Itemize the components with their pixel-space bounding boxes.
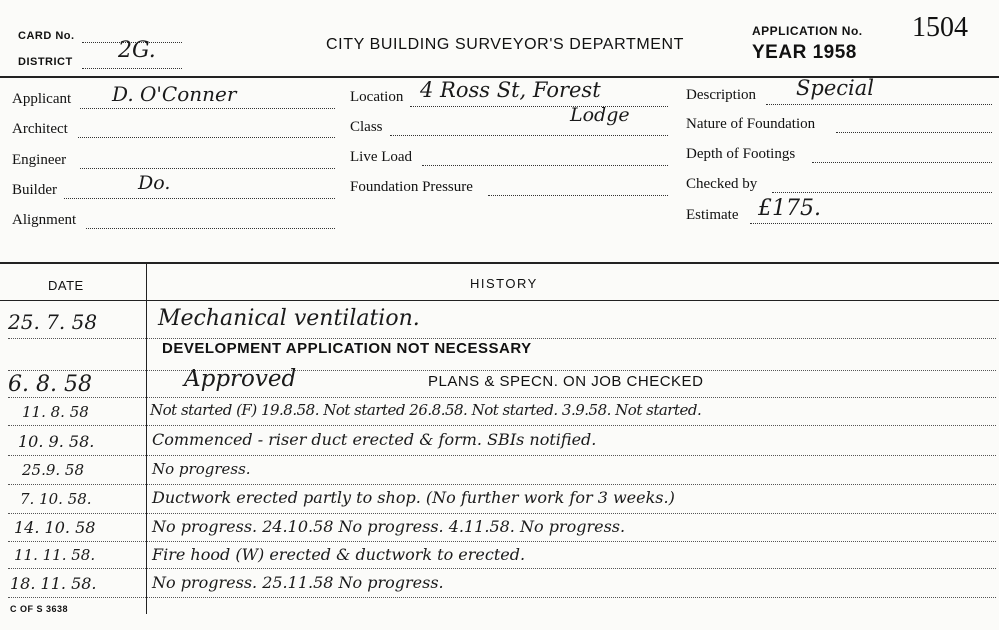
development-application-stamp: DEVELOPMENT APPLICATION NOT NECESSARY (162, 340, 532, 357)
builder-line (64, 198, 335, 199)
class-line (390, 135, 668, 136)
applicant-line (80, 108, 335, 109)
history-row-line (8, 541, 996, 542)
department-title: CITY BUILDING SURVEYOR'S DEPARTMENT (326, 36, 685, 53)
district-line (82, 68, 182, 69)
date-column-header: DATE (48, 278, 84, 293)
history-row-date: 11. 8. 58 (22, 403, 89, 421)
location-value-line2: Lodge (570, 104, 630, 126)
history-top-rule (0, 262, 999, 264)
estimate-line (750, 223, 992, 224)
card-no-label: CARD No. (18, 30, 75, 42)
foundation-pressure-label: Foundation Pressure (350, 179, 473, 195)
applicant-label: Applicant (12, 91, 72, 107)
form-code: C OF S 3638 (10, 604, 69, 614)
district-value: 2G. (118, 38, 156, 63)
estimate-value: £175. (758, 196, 821, 221)
history-row-line (8, 455, 996, 456)
live-load-line (422, 165, 668, 166)
history-row-date: 7. 10. 58. (20, 490, 92, 508)
history-column-header: HISTORY (470, 276, 538, 291)
live-load-label: Live Load (350, 149, 413, 165)
history-row-date: 10. 9. 58. (18, 432, 95, 451)
history-row-date: 25. 7. 58 (8, 310, 98, 334)
history-row-entry: No progress. 25.11.58 No progress. (152, 573, 444, 592)
history-row-line (8, 484, 996, 485)
location-label: Location (350, 89, 404, 105)
history-row-date: 11. 11. 58. (14, 546, 96, 564)
builder-value: Do. (138, 172, 171, 194)
description-line (766, 104, 992, 105)
history-row-entry: Fire hood (W) erected & ductwork to erected. (152, 545, 526, 564)
builder-label: Builder (12, 182, 57, 198)
history-row-line (8, 397, 996, 398)
history-row-entry: Not started (F) 19.8.58. Not started 26.8.58. Not started. 3.9.58. Not started. (150, 401, 702, 419)
history-row-date: 14. 10. 58 (14, 518, 96, 537)
class-label: Class (350, 119, 383, 135)
history-row-line (8, 425, 996, 426)
architect-line (78, 137, 335, 138)
history-row-entry: Ductwork erected partly to shop. (No further work for 3 weeks.) (152, 488, 675, 507)
history-row-line (8, 370, 996, 371)
nature-of-foundation-line (836, 132, 992, 133)
history-row-entry: No progress. 24.10.58 No progress. 4.11.58. No progress. (152, 517, 626, 536)
location-value-line1: 4 Ross St, Forest (420, 78, 601, 102)
applicant-value: D. O'Conner (112, 82, 237, 106)
history-row-date: 6. 8. 58 (8, 372, 92, 397)
history-row-entry: No progress. (152, 460, 251, 478)
checked-by-label: Checked by (686, 176, 758, 192)
architect-label: Architect (12, 121, 68, 137)
alignment-label: Alignment (12, 212, 77, 228)
plans-checked-stamp: PLANS & SPECN. ON JOB CHECKED (428, 373, 704, 390)
application-no-value: 1504 (912, 12, 968, 43)
description-label: Description (686, 87, 756, 103)
history-row-entry: Mechanical ventilation. (158, 306, 420, 331)
history-row-date: 18. 11. 58. (10, 574, 97, 593)
history-row-entry: Approved (184, 366, 297, 392)
depth-of-footings-label: Depth of Footings (686, 146, 796, 162)
depth-of-footings-line (812, 162, 992, 163)
history-row-line (8, 513, 996, 514)
district-label: DISTRICT (18, 56, 73, 68)
checked-by-line (772, 192, 992, 193)
foundation-pressure-line (488, 195, 668, 196)
history-row-line (8, 338, 996, 339)
nature-of-foundation-label: Nature of Foundation (686, 116, 816, 132)
date-column-divider (146, 262, 147, 614)
alignment-line (86, 228, 335, 229)
estimate-label: Estimate (686, 207, 739, 223)
history-row-date: 25.9. 58 (22, 461, 85, 479)
history-row-line (8, 568, 996, 569)
history-row-entry: Commenced - riser duct erected & form. SBIs notified. (152, 430, 597, 449)
application-no-label: APPLICATION No. (752, 24, 863, 38)
history-row-line (8, 597, 996, 598)
engineer-label: Engineer (12, 152, 67, 168)
engineer-line (80, 168, 335, 169)
history-header-rule (0, 300, 999, 301)
description-value: Special (796, 76, 874, 100)
year-label: YEAR 1958 (752, 42, 857, 63)
